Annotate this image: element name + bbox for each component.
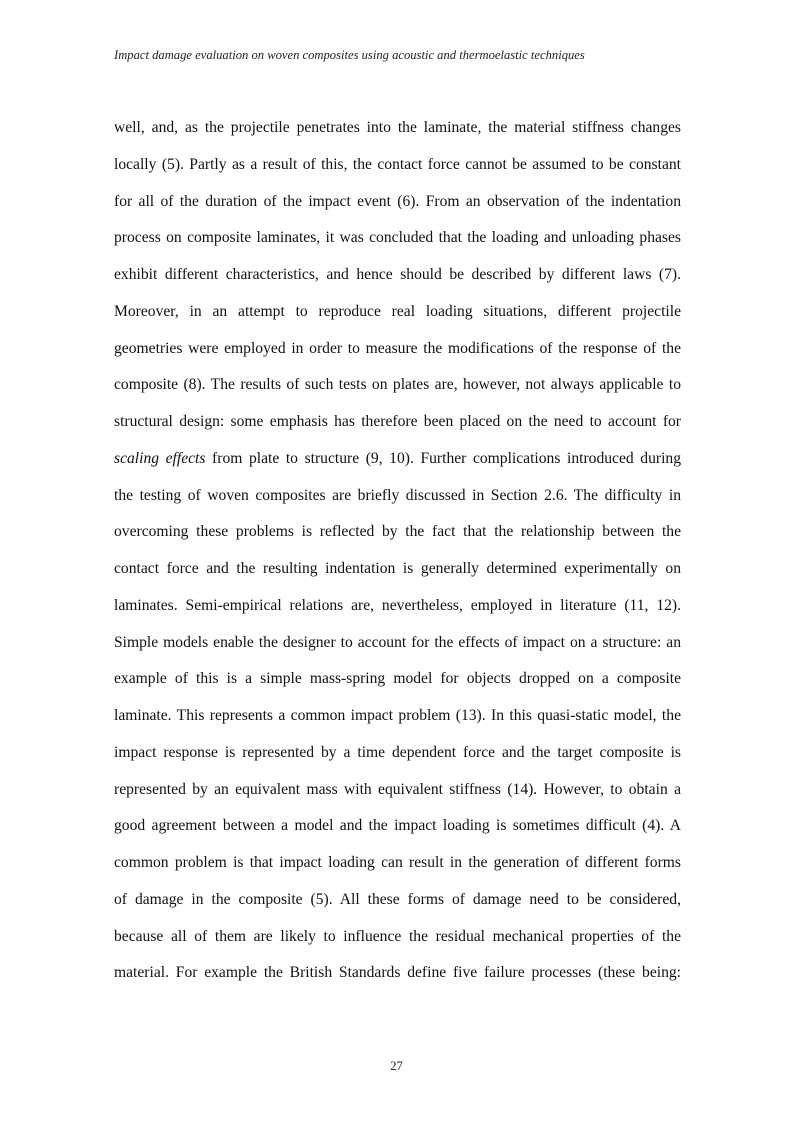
- text-line: laminates. Semi-empirical relations are, nevertheless, employed in literature (11, 12).: [114, 596, 681, 614]
- text-line: common problem is that impact loading can result in the generation of different forms: [114, 854, 681, 871]
- text-line: composite (8). The results of such tests on plates are, however, not always applicable to: [114, 376, 681, 394]
- text-line: impact response is represented by a time dependent force and the target composite is: [114, 743, 681, 761]
- text-line: well, and, as the projectile penetrates into the laminate, the material stiffness changes: [114, 119, 681, 136]
- text-line: Simple models enable the designer to account for the effects of impact on a structure: an: [114, 633, 681, 651]
- body-paragraph: [114, 110, 681, 992]
- running-header: Impact damage evaluation on woven composites using acoustic and thermoelastic techniques: [114, 48, 585, 62]
- italic-term-scaling-effects: scaling effects: [114, 449, 206, 467]
- text-line-rest: from plate to structure (9, 10). Further complications introduced during: [205, 449, 681, 467]
- text-line: process on composite laminates, it was concluded that the loading and unloading phases: [114, 229, 681, 247]
- text-line: for all of the duration of the impact event (6). From an observation of the indentation: [114, 192, 681, 210]
- text-line: of damage in the composite (5). All these forms of damage need to be considered,: [114, 890, 681, 908]
- text-line: the testing of woven composites are briefly discussed in Section 2.6. The difficulty in: [114, 486, 681, 504]
- text-line: exhibit different characteristics, and hence should be described by different laws (7).: [114, 266, 681, 283]
- text-line: overcoming these problems is reflected by the fact that the relationship between the: [114, 523, 681, 541]
- text-line: geometries were employed in order to measure the modifications of the response of the: [114, 339, 681, 357]
- text-line: represented by an equivalent mass with equivalent stiffness (14). However, to obtain a: [114, 780, 681, 798]
- text-line: contact force and the resulting indentation is generally determined experimentally on: [114, 560, 681, 577]
- page-number: 27: [390, 1059, 403, 1073]
- text-line: structural design: some emphasis has therefore been placed on the need to account for: [114, 413, 681, 430]
- text-line: example of this is a simple mass-spring model for objects dropped on a composite: [114, 670, 681, 688]
- text-line: Moreover, in an attempt to reproduce real loading situations, different projectile: [114, 302, 681, 320]
- text-line: because all of them are likely to influence the residual mechanical properties of the: [114, 927, 681, 945]
- text-line: [114, 441, 681, 478]
- text-line: good agreement between a model and the impact loading is sometimes difficult (4). A: [114, 817, 681, 835]
- text-line: material. For example the British Standards define five failure processes (these being:: [114, 964, 681, 982]
- text-line: laminate. This represents a common impact problem (13). In this quasi-static model, the: [114, 707, 681, 724]
- text-line: locally (5). Partly as a result of this, the contact force cannot be assumed to be constant: [114, 155, 681, 173]
